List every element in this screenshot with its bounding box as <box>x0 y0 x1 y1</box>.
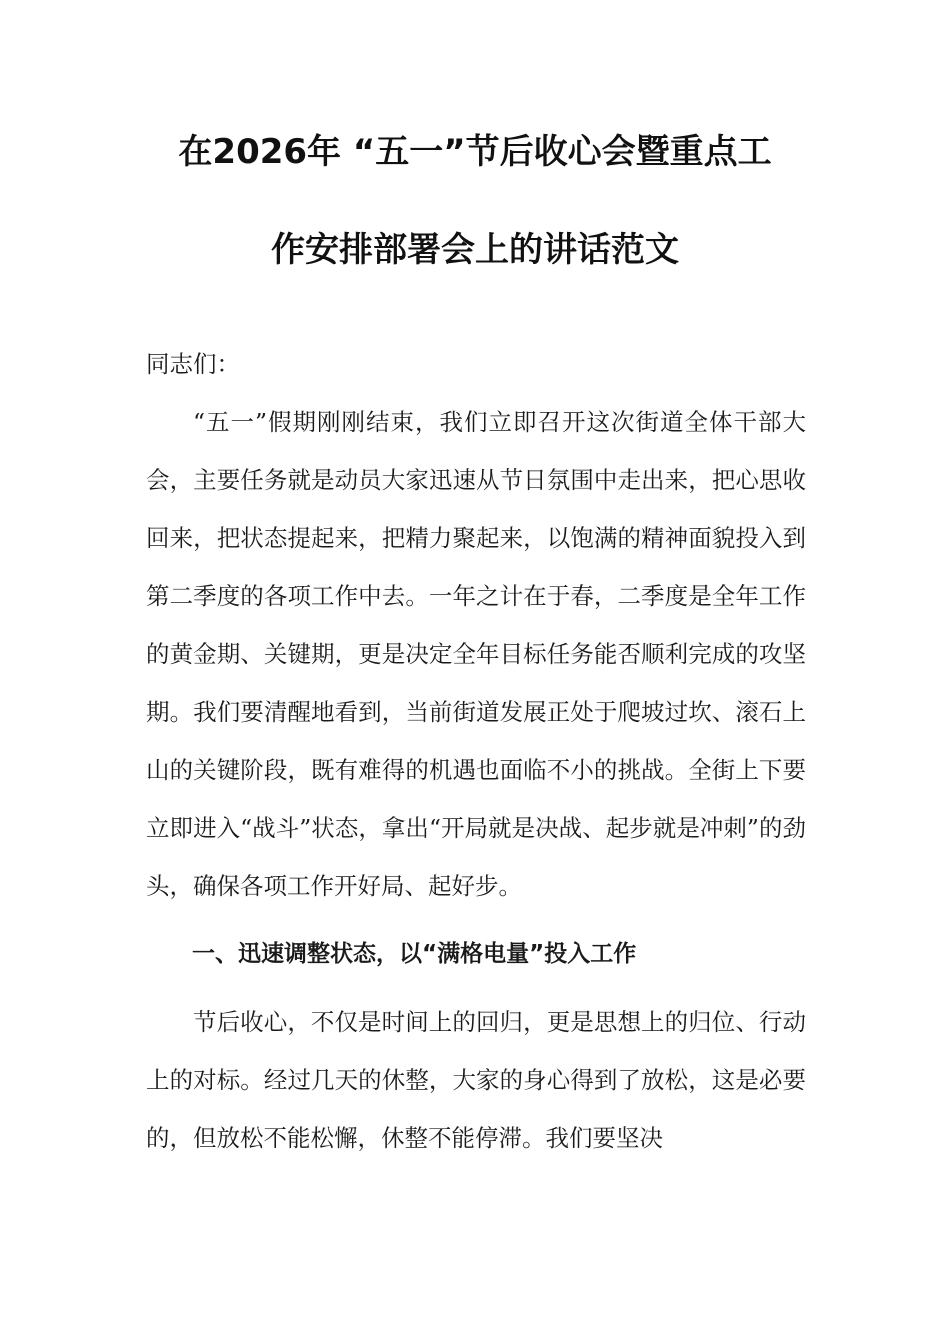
body-paragraph-1: “五一”假期刚刚结束，我们立即召开这次街道全体干部大会，主要任务就是动员大家迅速从节日氛围中走出来，把心思收回来，把状态提起来，把精力聚起来，以饱满的精神面貌投入到第二季度的各项工作中去。一年之计在于春，二季度是全年工作的黄金期、关键期，更是决定全年目标任务能否顺利完成的攻坚期。我们要清醒地看到，当前街道发展正处于爬坡过坎、滚石上山的关键阶段，既有难得的机遇也面临不小的挑战。全街上下要立即进入“战斗”状态，拿出“开局就是决战、起步就是冲刺”的劲头，确保各项工作开好局、起好步。 <box>146 408 806 900</box>
section-paragraph-1: 节后收心，不仅是时间上的回归，更是思想上的归位、行动上的对标。经过几天的休整，大家的身心得到了放松，这是必要的，但放松不能松懈，休整不能停滞。我们要坚决 <box>146 1008 806 1152</box>
paragraph-gap <box>146 915 806 925</box>
document-title-line-1: 在2026年 “五一”节后收心会暨重点工 <box>178 132 772 172</box>
salutation: 同志们： <box>146 350 240 378</box>
paragraph-gap <box>146 983 806 993</box>
section-heading-1: 一、迅速调整状态，以“满格电量”投入工作 <box>192 941 637 967</box>
document-body <box>146 335 806 1167</box>
document-title-line-2: 作安排部署会上的讲话范文 <box>271 230 679 270</box>
